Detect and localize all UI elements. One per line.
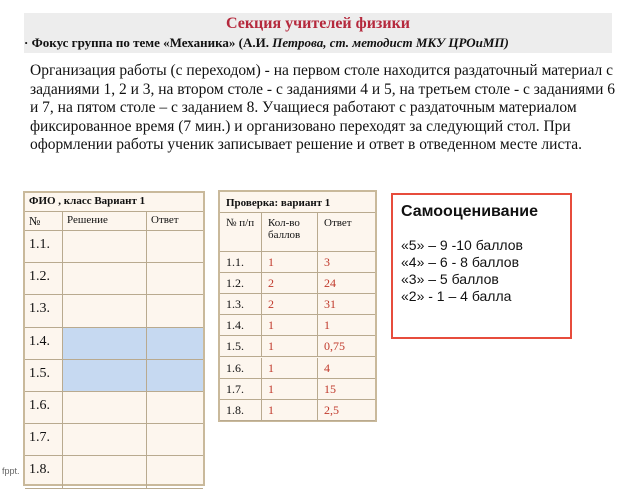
check-row-answer: 4 xyxy=(318,358,375,379)
solution-cell[interactable] xyxy=(63,424,147,456)
solution-cell[interactable] xyxy=(63,392,147,424)
answer-cell[interactable] xyxy=(147,263,203,295)
answer-sheet-header: ФИО , класс Вариант 1 xyxy=(25,193,203,212)
check-row-answer: 15 xyxy=(318,379,375,400)
answer-sheet-table xyxy=(23,191,205,486)
answer-cell[interactable] xyxy=(147,392,203,424)
col-solution-header: Решение xyxy=(63,212,147,231)
solution-cell[interactable] xyxy=(63,456,147,488)
solution-cell[interactable] xyxy=(63,360,147,392)
check-row-points: 1 xyxy=(262,336,318,357)
solution-cell[interactable] xyxy=(63,328,147,360)
answer-row-label: 1.6. xyxy=(25,392,63,424)
check-row-num: 1.8. xyxy=(220,400,262,421)
check-row-points: 1 xyxy=(262,379,318,400)
check-row-points: 2 xyxy=(262,294,318,315)
col-num-header: № xyxy=(25,212,63,231)
answer-row-label: 1.1. xyxy=(25,231,63,263)
answer-row-label: 1.4. xyxy=(25,328,63,360)
self-assessment-title: Самооценивание xyxy=(401,203,538,220)
page-title: Секция учителей физики xyxy=(225,15,411,32)
self-assessment-box xyxy=(391,193,572,339)
subtitle xyxy=(24,35,509,51)
grade-line: «3» – 5 баллов xyxy=(401,271,499,287)
check-row-answer: 1 xyxy=(318,315,375,336)
intro-paragraph: Организация работы (с переходом) - на первом столе находится раздаточный материал с заданиями 1, 2 и 3, на втором столе - с заданиями 4 и 5, на третьем столе - с заданиями 6 и 7, на пятом столе – с заданием 8. Учащиеся работают с раздаточным материалом фиксированное время (7 мин.) и организовано переходят за следующий стол. При оформлении работы ученик записывает решение и ответ в отведенном месте листа. xyxy=(30,62,616,153)
check-row-answer: 0,75 xyxy=(318,336,375,357)
answer-row-label: 1.7. xyxy=(25,424,63,456)
check-col-answer: Ответ xyxy=(318,212,375,252)
check-row-answer: 3 xyxy=(318,252,375,273)
subtitle-bold: Фокус группа по теме «Механика» (А.И. xyxy=(31,35,269,50)
check-col-points: Кол-во баллов xyxy=(262,212,318,252)
answer-cell[interactable] xyxy=(147,295,203,327)
header-box xyxy=(24,13,612,53)
check-row-num: 1.4. xyxy=(220,315,262,336)
check-row-points: 1 xyxy=(262,400,318,421)
col-answer-header: Ответ xyxy=(147,212,203,231)
check-row-points: 1 xyxy=(262,315,318,336)
answer-row-label: 1.3. xyxy=(25,295,63,327)
subtitle-italic: Петрова, ст. методист МКУ ЦРОиМП) xyxy=(272,35,509,50)
answer-cell[interactable] xyxy=(147,328,203,360)
check-row-num: 1.1. xyxy=(220,252,262,273)
solution-cell[interactable] xyxy=(63,231,147,263)
check-table-header: Проверка: вариант 1 xyxy=(226,197,331,209)
bullet-icon: · xyxy=(24,35,29,50)
answer-cell[interactable] xyxy=(147,360,203,392)
check-row-num: 1.2. xyxy=(220,273,262,294)
check-row-points: 1 xyxy=(262,252,318,273)
logo: fppt. xyxy=(2,466,20,476)
check-row-num: 1.6. xyxy=(220,358,262,379)
answer-cell[interactable] xyxy=(147,424,203,456)
check-row-num: 1.5. xyxy=(220,336,262,357)
grade-line: «2» - 1 – 4 балла xyxy=(401,288,512,304)
answer-row-label: 1.5. xyxy=(25,360,63,392)
answer-row-label: 1.2. xyxy=(25,263,63,295)
check-row-answer: 24 xyxy=(318,273,375,294)
answer-row-label: 1.8. xyxy=(25,456,63,488)
check-row-num: 1.3. xyxy=(220,294,262,315)
answer-cell[interactable] xyxy=(147,231,203,263)
solution-cell[interactable] xyxy=(63,295,147,327)
check-row-points: 1 xyxy=(262,358,318,379)
check-row-answer: 31 xyxy=(318,294,375,315)
solution-cell[interactable] xyxy=(63,263,147,295)
check-col-num: № п/п xyxy=(220,212,262,252)
grade-line: «4» – 6 - 8 баллов xyxy=(401,254,520,270)
check-table xyxy=(218,190,377,422)
check-row-num: 1.7. xyxy=(220,379,262,400)
check-row-answer: 2,5 xyxy=(318,400,375,421)
grade-line: «5» – 9 -10 баллов xyxy=(401,237,523,253)
answer-cell[interactable] xyxy=(147,456,203,488)
check-row-points: 2 xyxy=(262,273,318,294)
